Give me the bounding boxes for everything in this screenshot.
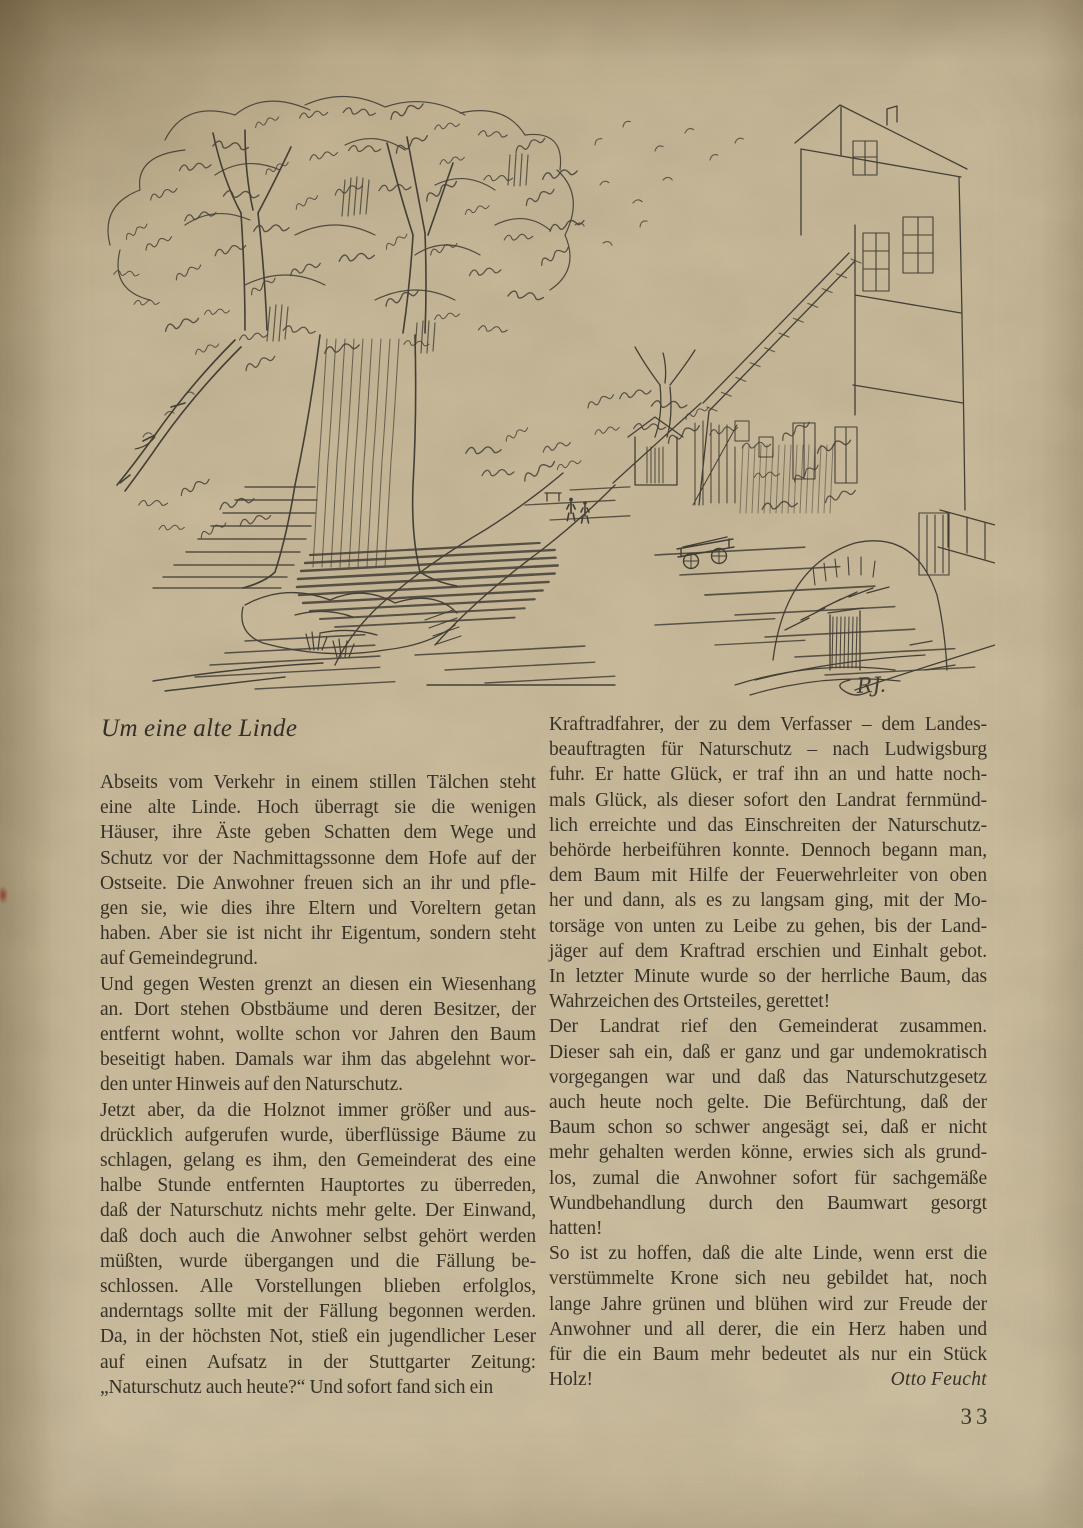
paragraph-line: auf einen Aufsatz in der Stuttgarter Zeitung: [100, 1351, 536, 1373]
paragraph-line: mals Glück, als dieser sofort den Landrat fernmünd- [549, 789, 987, 811]
paragraph-line: entfernt wohnt, wollte schon vor Jahren den Baum [100, 1024, 536, 1046]
rocks [242, 593, 461, 657]
author-name: Otto Feucht [890, 1369, 987, 1391]
paragraph-line: Anwohner und all derer, die ein Herz haben und [549, 1318, 987, 1340]
paragraph-line: beauftragten für Naturschutz – nach Ludwigsburg [549, 739, 987, 761]
paragraph-line: jäger auf dem Kraftrad erschien und Einhalt gebot. [549, 940, 987, 962]
floating-leaf-ticks [143, 120, 744, 437]
paragraph-line: fuhr. Er hatte Glück, er traf ihn an und hatte noch- [549, 764, 987, 786]
paragraph-line: für die ein Baum mehr bedeutet als nur ein Stück [549, 1344, 987, 1366]
paragraph-line: behörde herbeiführen konnte. Dennoch begann man, [549, 840, 987, 862]
paragraph-line: an. Dort stehen Obstbäume und deren Besitzer, der [100, 998, 536, 1020]
paragraph-line: Holz! Otto Feucht [549, 1367, 987, 1392]
paragraph-line: Und gegen Westen grenzt an diesen ein Wiesenhang [100, 973, 536, 995]
paragraph-line: gen sie, wie dies ihre Eltern und Voreltern getan [100, 898, 536, 920]
paragraph-line: her und dann, als es zu langsam ging, mit der Mo- [549, 890, 987, 912]
paragraph-line: schlagen, gelang es ihm, den Gemeinderat des eine [100, 1150, 536, 1172]
tree-crown-outline [108, 96, 573, 300]
left-text-column [100, 714, 536, 1400]
paragraph-line: den unter Hinweis auf den Naturschutz. [100, 1074, 403, 1096]
paragraph-line: lange Jahre grünen und blühen wird zur Freude der [549, 1293, 987, 1315]
paragraph-line: vorgegangen war und daß das Naturschutzgesetz [549, 1066, 987, 1088]
article-title: Um eine alte Linde [101, 715, 298, 742]
paragraph-line: So ist zu hoffen, daß die alte Linde, wenn erst die [549, 1243, 987, 1265]
paragraph-line: Wundbehandlung durch den Baumwart gesorgt [549, 1192, 987, 1214]
paragraph-line: hatten! [549, 1218, 603, 1240]
right-column-paragraphs [549, 712, 987, 1392]
well-doorway-hatch [832, 617, 857, 668]
paragraph-line: Jetzt aber, da die Holznot immer größer und aus- [100, 1099, 536, 1121]
walking-figures [545, 493, 589, 523]
paragraph-line: mehr gehalten werden könne, erwies sich als grund- [549, 1142, 987, 1164]
paragraph-line: eine alte Linde. Hoch überragt sie die wenigen [100, 797, 536, 819]
road-shading [195, 487, 975, 689]
paragraph-line: „Naturschutz auch heute?“ Und sofort fand sich ein [100, 1376, 494, 1398]
paragraph-line: Schutz vor der Nachmittagssonne dem Hofe auf der [100, 847, 536, 869]
paragraph-line: lich erreichte und das Einschreiten der Naturschutz- [549, 814, 987, 836]
paragraph-line: Baum schon so schwer angesägt sei, daß er nicht [549, 1117, 987, 1139]
paragraph-line: Häuser, ihre Äste geben Schatten dem Wege und [100, 822, 536, 844]
paragraph-line: verstümmelte Krone sich neu gebildet hat, noch [549, 1268, 987, 1290]
paragraph-line: Abseits vom Verkehr in einem stillen Tälchen steht [100, 772, 536, 793]
linden-tree-illustration [95, 85, 995, 700]
paragraph-line: halbe Stunde entfernten Hauptortes zu überreden, [100, 1175, 536, 1197]
paragraph-line: dem Baum mit Hilfe der Feuerwehrleiter von oben [549, 865, 987, 887]
shed-and-small-tree [628, 347, 695, 485]
paragraph [100, 972, 536, 1098]
paragraph-line: Der Landrat rief den Gemeinderat zusammen. [549, 1016, 987, 1038]
paragraph-line: Da, in der höchsten Not, stieß ein jugendlicher Leser [100, 1326, 536, 1348]
village-houses [613, 105, 995, 575]
paragraph-line: auf Gemeindegrund. [100, 948, 258, 970]
red-ink-artifact [0, 886, 8, 904]
paragraph [100, 1098, 536, 1400]
paragraph-line: In letzter Minute wurde so der herrliche Baum, das [549, 966, 987, 988]
artist-signature: RJ. [856, 672, 887, 698]
page-number: 33 [960, 1404, 992, 1429]
right-text-column [549, 712, 987, 1392]
paragraph-line: beseitigt haben. Damals war ihm das abgelehnt wor- [100, 1049, 536, 1071]
paragraph-line: Ostseite. Die Anwohner freuen sich an ihr und pfle- [100, 872, 536, 894]
paragraph-line: torsäge von unten zu Leibe zu gehen, bis der Land- [549, 915, 987, 937]
paragraph [549, 1241, 987, 1392]
trunk-bark-hatch [313, 339, 399, 567]
paragraph-line: Wahrzeichen des Ortsteiles, gerettet! [549, 991, 830, 1013]
paragraph-line: daß der Naturschutz nichts mehr gelte. Der Einwand, [100, 1200, 536, 1222]
left-column-paragraphs [100, 770, 536, 1400]
paragraph-line: los, zumal die Anwohner sofort für sachgemäße [549, 1167, 987, 1189]
paragraph-line: haben. Aber sie ist nicht ihr Eigentum, sondern steht [100, 923, 536, 945]
tree-foliage [114, 103, 856, 537]
roof-shingle-ticks [707, 259, 861, 411]
paragraph-line: daß doch auch die Anwohner selbst gehört werden [100, 1225, 536, 1247]
paragraph-line: Kraftradfahrer, der zu dem Verfasser – dem Landes- [549, 714, 987, 735]
tree-trunk [117, 130, 457, 588]
paragraph-line: anderntags sollte mit der Fällung begonnen werden. [100, 1301, 536, 1323]
paragraph [549, 1014, 987, 1241]
paragraph-line: Dieser sah ein, daß er ganz und gar undemokratisch [549, 1041, 987, 1063]
paragraph-line: drücklich aufgerufen wurde, überflüssige Bäume zu [100, 1124, 536, 1146]
paragraph-line: auch heute noch gelte. Die Befürchtung, daß der [549, 1092, 987, 1114]
paragraph [100, 770, 536, 972]
paragraph [549, 712, 987, 1014]
paragraph-line: müßten, wurde übergangen und die Fällung be- [100, 1250, 536, 1272]
paragraph-line: schlossen. Alle Vorstellungen blieben erfolglos, [100, 1276, 536, 1298]
